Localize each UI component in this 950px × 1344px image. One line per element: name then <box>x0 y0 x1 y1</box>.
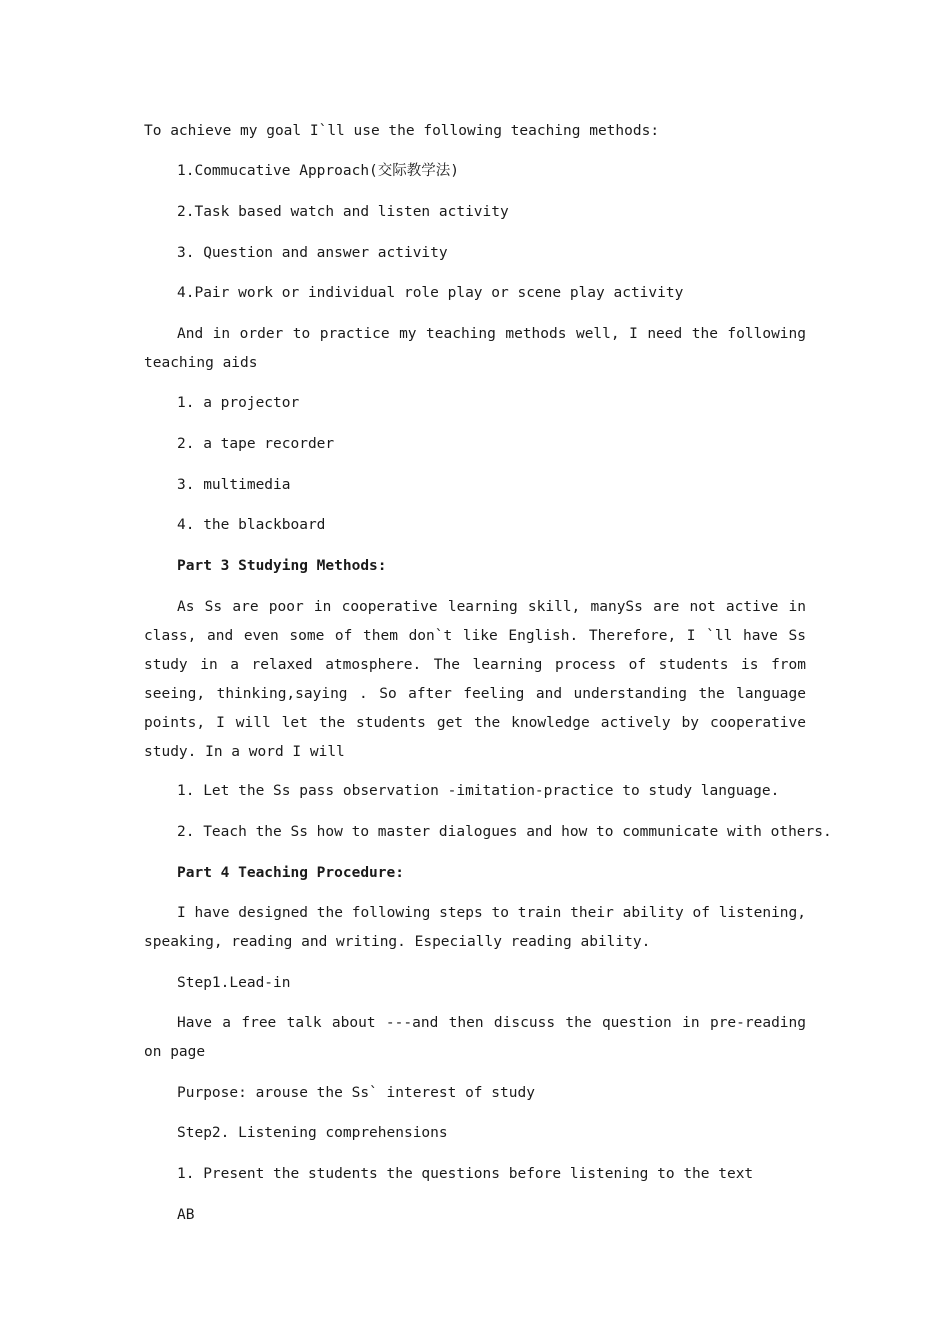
method-item-3: 3. Question and answer activity <box>177 245 448 261</box>
method-item-1: 1.Commucative Approach(交际教学法) <box>177 163 460 179</box>
step2-item-1: 1. Present the students the questions before listening to the text <box>177 1166 754 1182</box>
aid-item-1: 1. a projector <box>177 395 300 411</box>
step2-item-2: AB <box>177 1207 195 1223</box>
part3-item-1: 1. Let the Ss pass observation -imitation-practice to study language. <box>177 783 780 799</box>
part3-paragraph: As Ss are poor in cooperative learning skill, manySs are not active in class, and even some of them don`t like English. Therefore, I `ll have Ss study in a relaxed atmosphere. The learning process of students is from seeing, thinking,saying . So after feeling and understanding the language points, I will let the students get the knowledge actively by cooperative study. In a word I will <box>144 599 806 760</box>
method-item-2: 2.Task based watch and listen activity <box>177 204 509 220</box>
intro-text: To achieve my goal I`ll use the following teaching methods: <box>144 123 660 139</box>
part4-paragraph: I have designed the following steps to train their ability of listening, speaking, reading and writing. Especially reading ability. <box>144 905 806 950</box>
step1-purpose: Purpose: arouse the Ss` interest of study <box>177 1085 535 1101</box>
step1-title: Step1.Lead-in <box>177 975 291 991</box>
step1-paragraph: Have a free talk about ---and then discuss the question in pre-reading on page <box>144 1015 806 1060</box>
part4-heading: Part 4 Teaching Procedure: <box>177 865 404 881</box>
aid-item-3: 3. multimedia <box>177 477 291 493</box>
aid-item-2: 2. a tape recorder <box>177 436 335 452</box>
part3-item-2: 2. Teach the Ss how to master dialogues and how to communicate with others. <box>177 824 832 840</box>
aid-item-4: 4. the blackboard <box>177 517 326 533</box>
aids-intro-paragraph: And in order to practice my teaching methods well, I need the following teaching aids <box>144 326 806 371</box>
method-item-4: 4.Pair work or individual role play or scene play activity <box>177 285 684 301</box>
step2-title: Step2. Listening comprehensions <box>177 1125 448 1141</box>
part3-heading: Part 3 Studying Methods: <box>177 558 387 574</box>
